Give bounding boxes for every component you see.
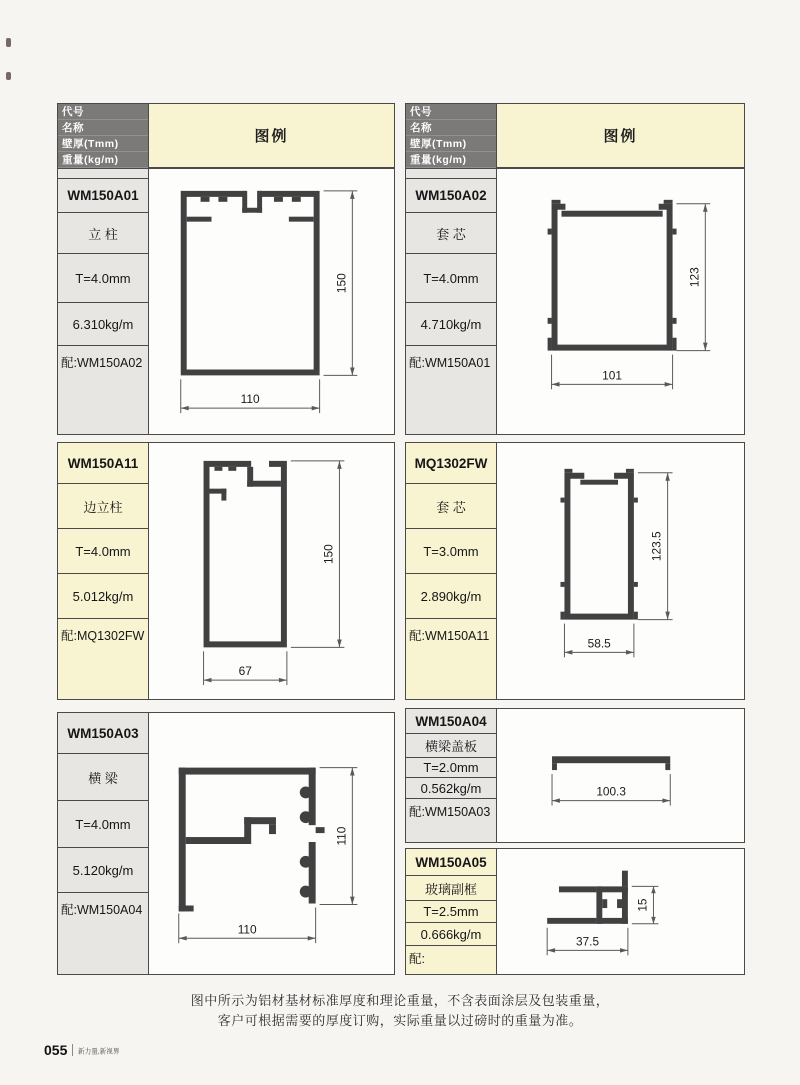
profile-drawing-wm150a11 xyxy=(149,443,394,699)
profile-drawing-mq1302fw xyxy=(497,443,744,699)
profile-match: 配:WM150A01 xyxy=(409,356,491,370)
section-wm150a03 xyxy=(57,712,395,975)
section-wm150a05 xyxy=(405,848,745,975)
profile-thickness: T=4.0mm xyxy=(58,801,148,848)
footer-note-line1: 图中所示为铝材基材标准厚度和理论重量，不含表面涂层及包装重量， xyxy=(190,993,610,1008)
profile-code: MQ1302FW xyxy=(406,443,496,484)
profile-code: WM150A05 xyxy=(406,849,496,876)
brand-slogan: 新力量,新视界 xyxy=(78,1047,120,1055)
profile-name: 横 梁 xyxy=(58,754,148,801)
table-header-left xyxy=(57,103,395,168)
profile-thickness: T=4.0mm xyxy=(406,254,496,303)
page-footer xyxy=(44,1042,141,1058)
footer-divider xyxy=(72,1044,73,1056)
header-row-code: 代号 xyxy=(406,104,496,120)
footer-note-line2: 客户可根据需要的厚度订购，实际重量以过磅时的重量为准。 xyxy=(217,1013,583,1028)
profile-code: WM150A03 xyxy=(58,713,148,754)
profile-weight: 5.012kg/m xyxy=(58,574,148,619)
dim-height-label: 150 xyxy=(334,273,349,294)
profile-code: WM150A01 xyxy=(58,179,148,213)
section-wm150a02 xyxy=(405,168,745,435)
header-row-thickness: 壁厚(Tmm) xyxy=(406,136,496,152)
header-row-name: 名称 xyxy=(406,120,496,136)
page-number: 055 xyxy=(44,1042,68,1058)
spec-labels xyxy=(58,443,149,699)
profile-code: WM150A02 xyxy=(406,179,496,213)
profile-match: 配:WM150A02 xyxy=(61,356,143,370)
header-row-weight: 重量(kg/m) xyxy=(406,152,496,168)
profile-thickness: T=4.0mm xyxy=(58,529,148,574)
profile-name: 套 芯 xyxy=(406,213,496,254)
profile-cross-section xyxy=(497,443,744,699)
right-column xyxy=(405,103,745,975)
spec-labels xyxy=(406,849,497,974)
profile-drawing-wm150a03 xyxy=(149,713,394,974)
profile-code: WM150A04 xyxy=(406,709,496,734)
spec-labels xyxy=(58,713,149,974)
profile-cross-section xyxy=(149,169,394,434)
header-row-weight: 重量(kg/m) xyxy=(58,152,148,168)
profile-match: 配:MQ1302FW xyxy=(61,629,145,643)
header-row-code: 代号 xyxy=(58,104,148,120)
profile-cross-section xyxy=(497,709,744,842)
profile-name: 玻璃副框 xyxy=(406,876,496,901)
spec-labels xyxy=(406,169,497,434)
spacer-cell xyxy=(58,169,148,179)
left-column xyxy=(57,103,395,975)
profile-thickness: T=4.0mm xyxy=(58,254,148,303)
profile-thickness: T=3.0mm xyxy=(406,529,496,574)
spec-labels xyxy=(58,169,149,434)
section-wm150a01 xyxy=(57,168,395,435)
profile-drawing-wm150a05 xyxy=(497,849,744,974)
table-header-right xyxy=(405,103,745,168)
profile-weight: 4.710kg/m xyxy=(406,303,496,346)
profile-weight: 6.310kg/m xyxy=(58,303,148,346)
dim-width-label: 100.3 xyxy=(596,784,626,799)
profile-weight: 5.120kg/m xyxy=(58,848,148,893)
profile-cross-section xyxy=(497,849,744,974)
dim-height-label: 123 xyxy=(687,267,702,288)
profile-name: 套 芯 xyxy=(406,484,496,529)
profile-weight: 2.890kg/m xyxy=(406,574,496,619)
profile-match: 配: xyxy=(409,952,425,966)
profile-cross-section xyxy=(149,713,394,974)
profile-thickness: T=2.5mm xyxy=(406,901,496,923)
profile-name: 横梁盖板 xyxy=(406,734,496,758)
dim-height-label: 123.5 xyxy=(649,531,664,562)
dim-height-label: 110 xyxy=(334,826,349,846)
dim-height-label: 150 xyxy=(321,544,336,565)
profile-match: 配:WM150A03 xyxy=(409,805,491,819)
legend-header-cell: 图例 xyxy=(497,104,744,167)
dim-width-label: 37.5 xyxy=(576,934,600,949)
scan-artifact xyxy=(6,72,11,80)
profile-cross-section xyxy=(497,169,744,434)
profile-cross-section xyxy=(149,443,394,699)
profile-drawing-wm150a01 xyxy=(149,169,394,434)
dim-width-label: 101 xyxy=(602,368,622,383)
legend-header-cell: 图例 xyxy=(149,104,394,167)
profile-match: 配:WM150A04 xyxy=(61,903,143,917)
spec-labels xyxy=(406,709,497,842)
section-wm150a11 xyxy=(57,442,395,700)
dim-width-label: 67 xyxy=(238,664,252,679)
header-row-thickness: 壁厚(Tmm) xyxy=(58,136,148,152)
profile-thickness: T=2.0mm xyxy=(406,758,496,778)
profile-code: WM150A11 xyxy=(58,443,148,484)
dim-width-label: 58.5 xyxy=(587,636,611,651)
header-row-name: 名称 xyxy=(58,120,148,136)
profile-drawing-wm150a04 xyxy=(497,709,744,842)
profile-name: 边立柱 xyxy=(58,484,148,529)
profile-weight: 0.666kg/m xyxy=(406,923,496,946)
section-mq1302fw xyxy=(405,442,745,700)
header-labels xyxy=(406,104,497,167)
section-wm150a04 xyxy=(405,708,745,843)
profile-name: 立 柱 xyxy=(58,213,148,254)
scan-artifact xyxy=(6,38,11,47)
spacer-cell xyxy=(406,169,496,179)
spec-labels xyxy=(406,443,497,699)
profile-weight: 0.562kg/m xyxy=(406,778,496,799)
dim-width-label: 110 xyxy=(237,922,257,937)
profile-drawing-wm150a02 xyxy=(497,169,744,434)
header-labels xyxy=(58,104,149,167)
profile-match: 配:WM150A11 xyxy=(409,629,490,643)
dim-width-label: 110 xyxy=(240,392,260,407)
dim-height-label: 15 xyxy=(635,898,650,912)
